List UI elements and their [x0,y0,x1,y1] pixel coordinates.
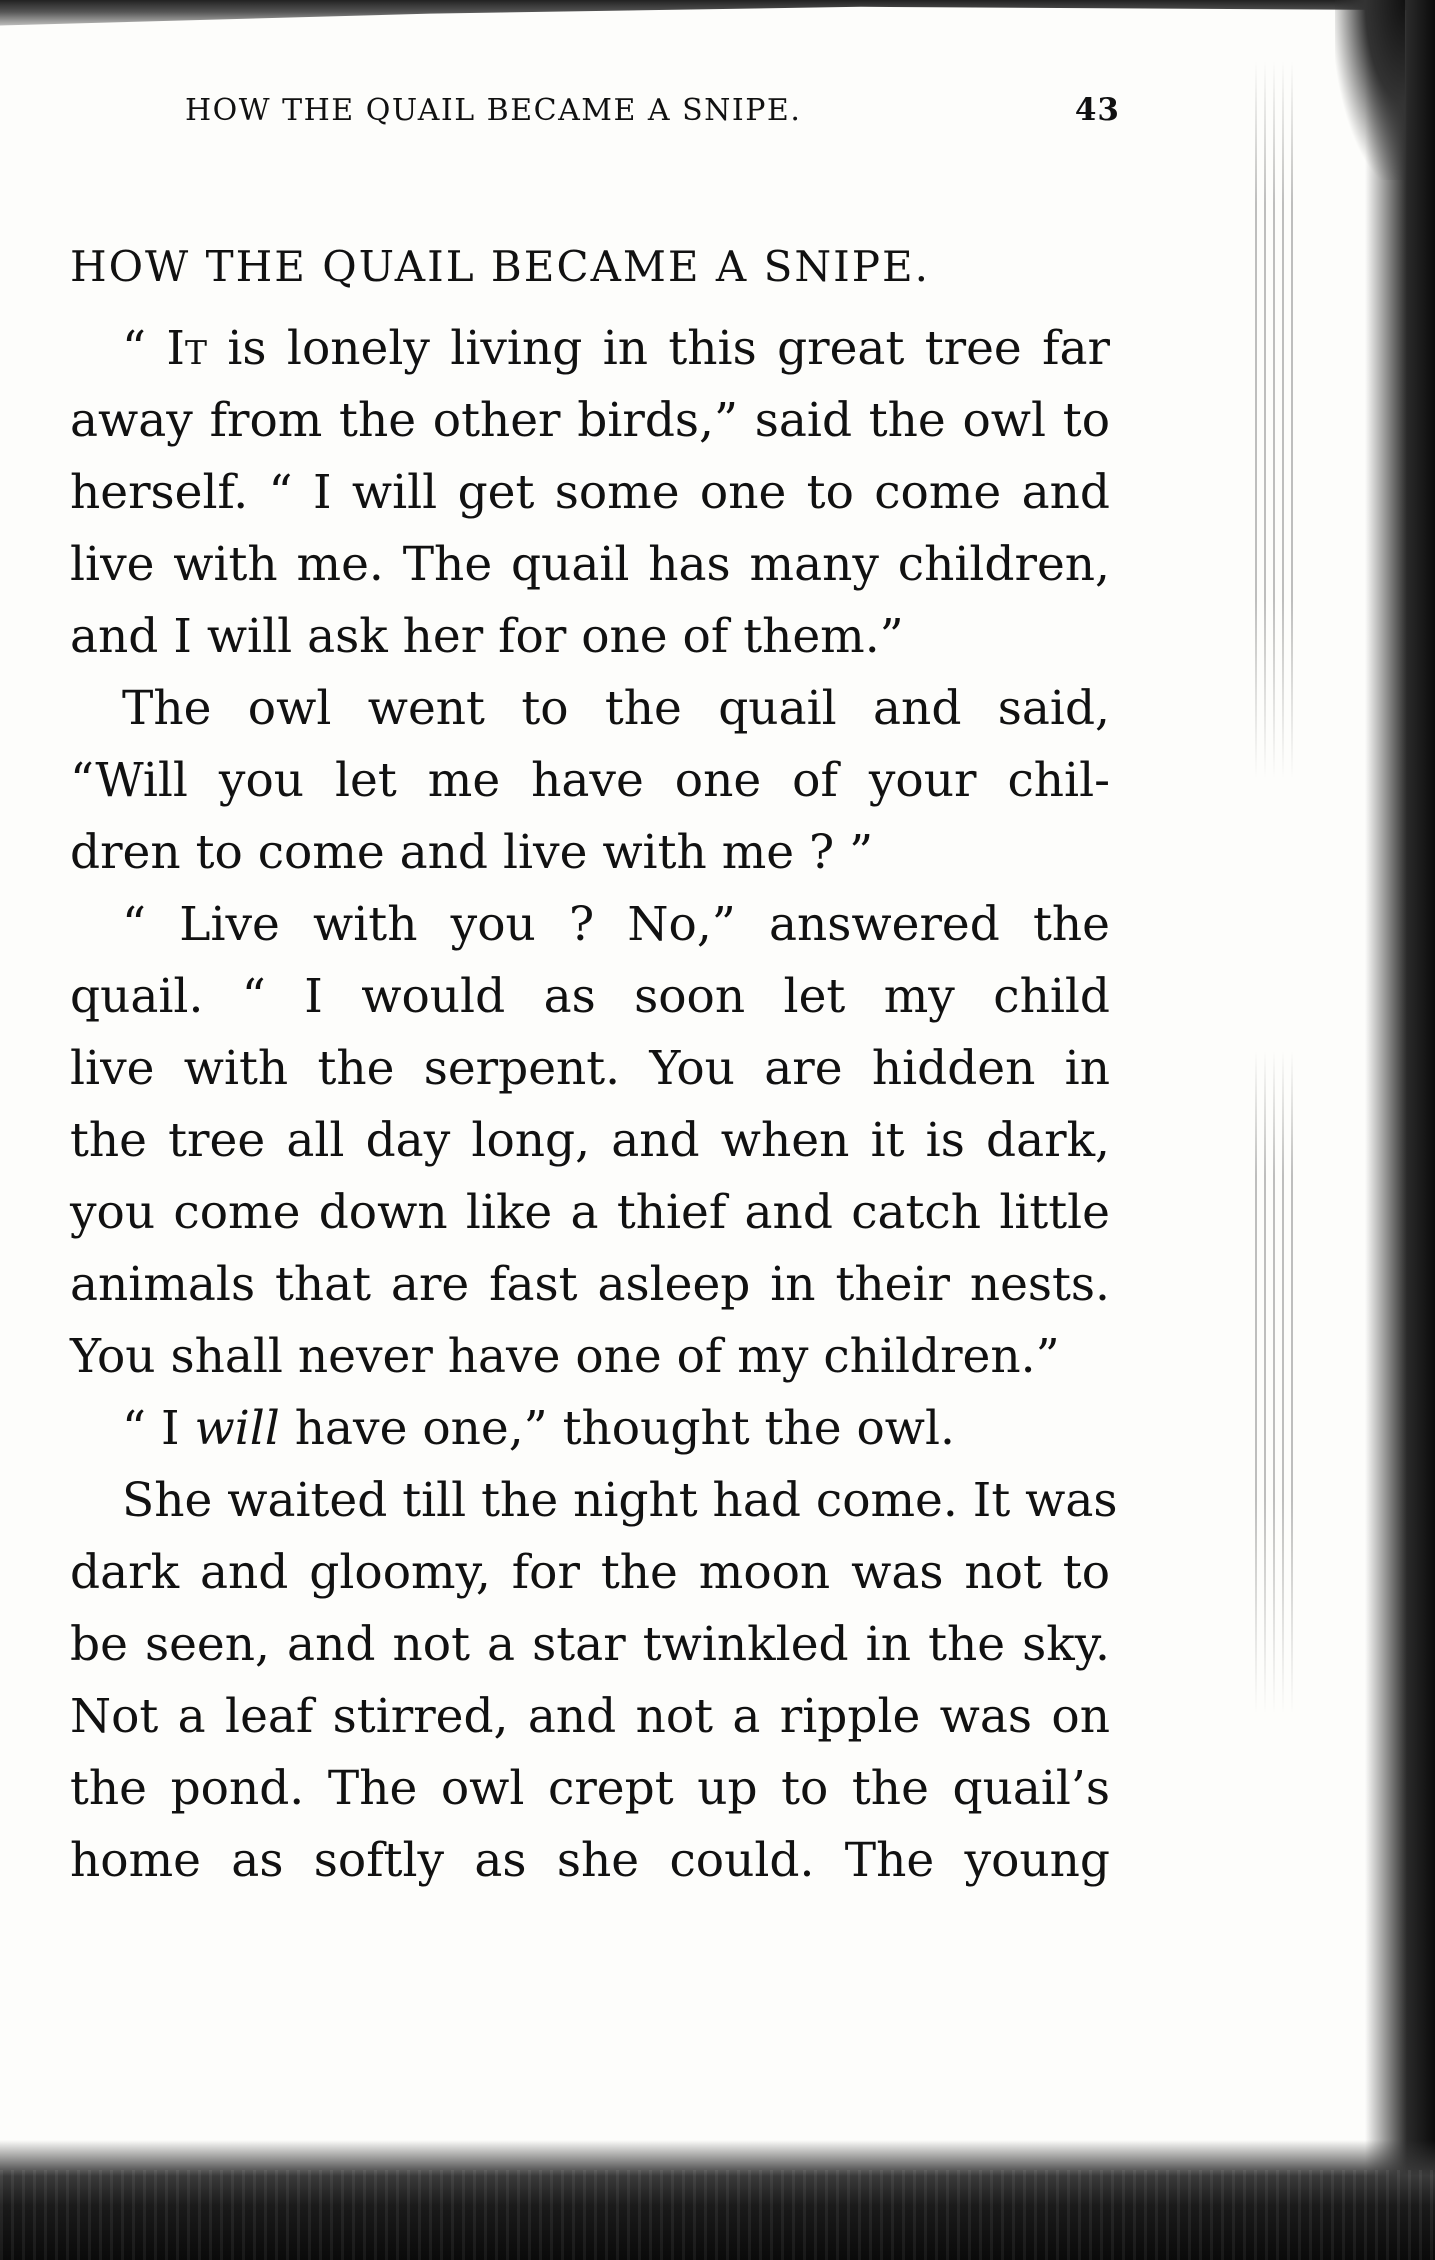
text-line: animals that are fast asleep in their nests. [70,1257,1110,1312]
text-line: “ Live with you ? No,” answered the [122,897,1110,952]
text-line: The owl went to the quail and said, [122,681,1110,736]
text-line: “Will you let me have one of your chil- [70,753,1110,808]
text-line: home as softly as she could. The young [70,1833,1110,1888]
emphasis-word: will [194,1401,280,1456]
text-line [122,1401,1110,1456]
binding-gutter [1255,60,1295,1860]
text-line: the pond. The owl crept up to the quail’s [70,1761,1110,1816]
running-head-title: HOW THE QUAIL BECAME A SNIPE. [185,93,802,128]
text-line: the tree all day long, and when it is dark, [70,1113,1110,1168]
line-text: is lonely living in this great tree far [207,321,1110,376]
text-line: away from the other birds,” said the owl to [70,393,1110,448]
text-line: quail. “ I would as soon let my child [70,969,1110,1024]
text-line: you come down like a thief and catch little [70,1185,1110,1240]
scan-edge-right [1365,0,1435,2260]
line-text: have one,” thought the owl. [279,1401,955,1456]
text-line: and I will ask her for one of them.” [70,609,904,664]
chapter-title: HOW THE QUAIL BECAME A SNIPE. [70,242,930,291]
running-head [185,92,1120,128]
text-line: live with the serpent. You are hidden in [70,1041,1110,1096]
text-line: dren to come and live with me ? ” [70,825,874,880]
text-line [122,321,1110,376]
text-line: She waited till the night had come. It was [122,1473,1118,1528]
text-line: dark and gloomy, for the moon was not to [70,1545,1110,1600]
line-text: “ I [122,1401,195,1456]
text-line: Not a leaf stirred, and not a ripple was on [70,1689,1110,1744]
text-line: live with me. The quail has many children, [70,537,1110,592]
page-curl-shadow [1335,0,1405,180]
text-line: You shall never have one of my children.” [70,1329,1060,1384]
text-line: be seen, and not a star twinkled in the sky. [70,1617,1110,1672]
page-number: 43 [1074,92,1120,128]
scan-edge-top [0,0,1435,34]
text-line: herself. “ I will get some one to come and [70,465,1110,520]
scan-noise [0,2170,1435,2260]
open-quote: “ [122,321,147,376]
drop-word: It [166,321,207,376]
